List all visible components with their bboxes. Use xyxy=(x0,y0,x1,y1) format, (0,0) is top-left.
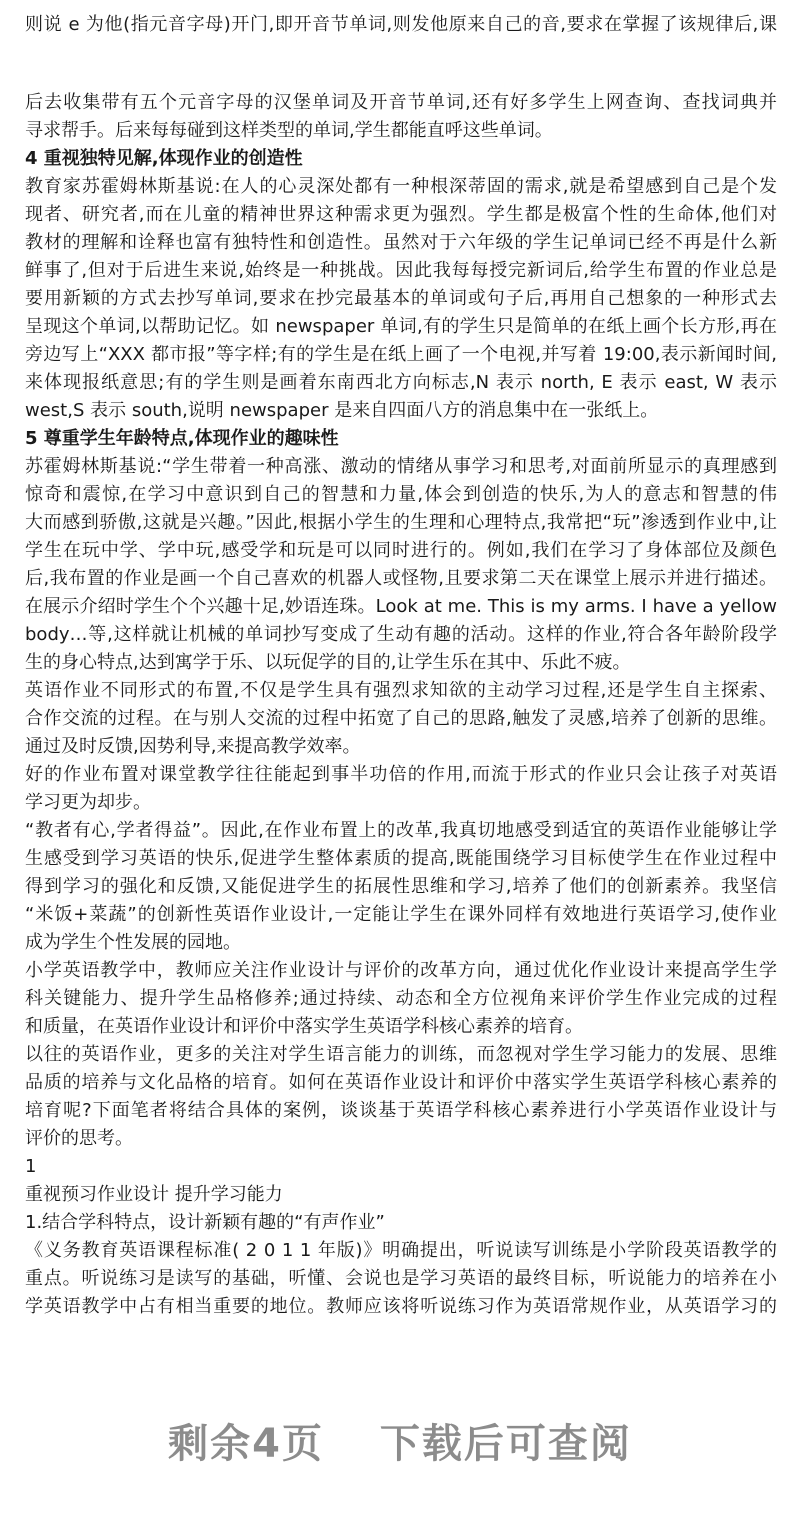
text-line: 学英语教学中占有相当重要的地位。教师应该将听说练习作为英语常规作业，从英语学习的 xyxy=(25,1296,777,1317)
text-line: 苏霍姆林斯基说:“学生带着一种高涨、激动的情绪从事学习和思考,对面前所显示的真理感到 xyxy=(25,456,777,477)
text-line: 寻求帮手。后来每每碰到这样类型的单词,学生都能直呼这些单词。 xyxy=(25,120,553,141)
text-line: 成为学生个性发展的园地。 xyxy=(25,932,241,953)
text-line: 旁边写上“XXX 都市报”等字样;有的学生是在纸上画了一个电视,并写着 19:00,表示新闻时间, xyxy=(25,344,777,365)
text-line: 后去收集带有五个元音字母的汉堡单词及开音节单词,还有好多学生上网查询、查找词典并 xyxy=(25,92,777,113)
text-line: 品质的培养与文化品格的培育。如何在英语作业设计和评价中落实学生英语学科核心素养的 xyxy=(25,1072,777,1093)
text-line: 培育呢?下面笔者将结合具体的案例，谈谈基于英语学科核心素养进行小学英语作业设计与 xyxy=(25,1100,777,1121)
text-line: 要用新颖的方式去抄写单词,要求在抄完最基本的单词或句子后,再用自己想象的一种形式去 xyxy=(25,288,777,309)
page-gap xyxy=(25,39,777,89)
text-line: 和质量，在英语作业设计和评价中落实学生英语学科核心素养的培育。 xyxy=(25,1016,583,1037)
text-line: 科关键能力、提升学生品格修养;通过持续、动态和全方位视角来评价学生作业完成的过程 xyxy=(25,988,777,1009)
text-line: 好的作业布置对课堂教学往往能起到事半功倍的作用,而流于形式的作业只会让孩子对英语 xyxy=(25,764,777,785)
text-line: 教材的理解和诠释也富有独特性和创造性。虽然对于六年级的学生记单词已经不再是什么新 xyxy=(25,232,777,253)
text-line: body…等,这样就让机械的单词抄写变成了生动有趣的活动。这样的作业,符合各年龄阶段学 xyxy=(25,624,777,645)
document-lines xyxy=(25,89,777,1321)
text-line: 1.结合学科特点，设计新颖有趣的“有声作业” xyxy=(25,1212,385,1233)
text-line: 评价的思考。 xyxy=(25,1128,133,1149)
text-line: “米饭+菜蔬”的创新性英语作业设计,一定能让学生在课外同样有效地进行英语学习,使作业 xyxy=(25,904,777,925)
text-line: 通过及时反馈,因势利导,来提高教学效率。 xyxy=(25,736,361,757)
section-heading: 5 尊重学生年龄特点,体现作业的趣味性 xyxy=(25,428,339,449)
text-line: 则说 e 为他(指元音字母)开门,即开音节单词,则发他原来自己的音,要求在掌握了该规律后,课 xyxy=(25,14,777,35)
download-banner[interactable] xyxy=(0,1412,800,1469)
text-line: 在展示介绍时学生个个兴趣十足,妙语连珠。Look at me. This is my arms. I have a yellow xyxy=(25,596,777,617)
text-line: 得到学习的强化和反馈,又能促进学生的拓展性思维和学习,培养了他们的创新素养。我坚信 xyxy=(25,876,777,897)
text-line: 学习更为却步。 xyxy=(25,792,151,813)
text-line: 鲜事了,但对于后进生来说,始终是一种挑战。因此我每每授完新词后,给学生布置的作业总是 xyxy=(25,260,777,281)
text-line: 1 xyxy=(25,1156,37,1177)
text-line: 合作交流的过程。在与别人交流的过程中拓宽了自己的思路,触发了灵感,培养了创新的思维。 xyxy=(25,708,777,729)
download-to-view-text[interactable]: 下载后可查阅 xyxy=(379,1421,632,1467)
text-line: 后,我布置的作业是画一个自己喜欢的机器人或怪物,且要求第二天在课堂上展示并进行描述。 xyxy=(25,568,777,589)
text-line: 惊奇和震惊,在学习中意识到自己的智慧和力量,体会到创造的快乐,为人的意志和智慧的伟 xyxy=(25,484,777,505)
text-line: 《义务教育英语课程标准( 2 0 1 1 年版)》明确提出，听说读写训练是小学阶段英语教学的 xyxy=(25,1240,777,1261)
remaining-pages-text: 剩余4页 xyxy=(168,1421,324,1467)
text-line: 英语作业不同形式的布置,不仅是学生具有强烈求知欲的主动学习过程,还是学生自主探索、 xyxy=(25,680,777,701)
text-line: 重点。听说练习是读写的基础，听懂、会说也是学习英语的最终目标，听说能力的培养在小 xyxy=(25,1268,777,1289)
text-line: 学生在玩中学、学中玩,感受学和玩是可以同时进行的。例如,我们在学习了身体部位及颜色 xyxy=(25,540,777,561)
text-line: 重视预习作业设计 提升学习能力 xyxy=(25,1184,283,1205)
text-line: 教育家苏霍姆林斯基说:在人的心灵深处都有一种根深蒂固的需求,就是希望感到自己是个发 xyxy=(25,176,777,197)
text-line: 呈现这个单词,以帮助记忆。如 newspaper 单词,有的学生只是简单的在纸上画个长方形,再在 xyxy=(25,316,777,337)
document-body xyxy=(25,11,777,1321)
section-heading: 4 重视独特见解,体现作业的创造性 xyxy=(25,148,303,169)
text-line: 生的身心特点,达到寓学于乐、以玩促学的目的,让学生乐在其中、乐此不疲。 xyxy=(25,652,631,673)
text-line: “教者有心,学者得益”。因此,在作业布置上的改革,我真切地感受到适宜的英语作业能够让学 xyxy=(25,820,777,841)
text-line: west,S 表示 south,说明 newspaper 是来自四面八方的消息集中在一张纸上。 xyxy=(25,400,659,421)
text-line: 以往的英语作业，更多的关注对学生语言能力的训练，而忽视对学生学习能力的发展、思维 xyxy=(25,1044,777,1065)
text-line: 生感受到学习英语的快乐,促进学生整体素质的提高,既能围绕学习目标使学生在作业过程中 xyxy=(25,848,777,869)
text-line: 来体现报纸意思;有的学生则是画着东南西北方向标志,N 表示 north, E 表示 east, W 表示 xyxy=(25,372,777,393)
text-line: 小学英语教学中，教师应关注作业设计与评价的改革方向，通过优化作业设计来提高学生学 xyxy=(25,960,777,981)
text-line: 大而感到骄傲,这就是兴趣。”因此,根据小学生的生理和心理特点,我常把“玩”渗透到作业中,让 xyxy=(25,512,777,533)
text-line: 现者、研究者,而在儿童的精神世界这种需求更为强烈。学生都是极富个性的生命体,他们对 xyxy=(25,204,777,225)
